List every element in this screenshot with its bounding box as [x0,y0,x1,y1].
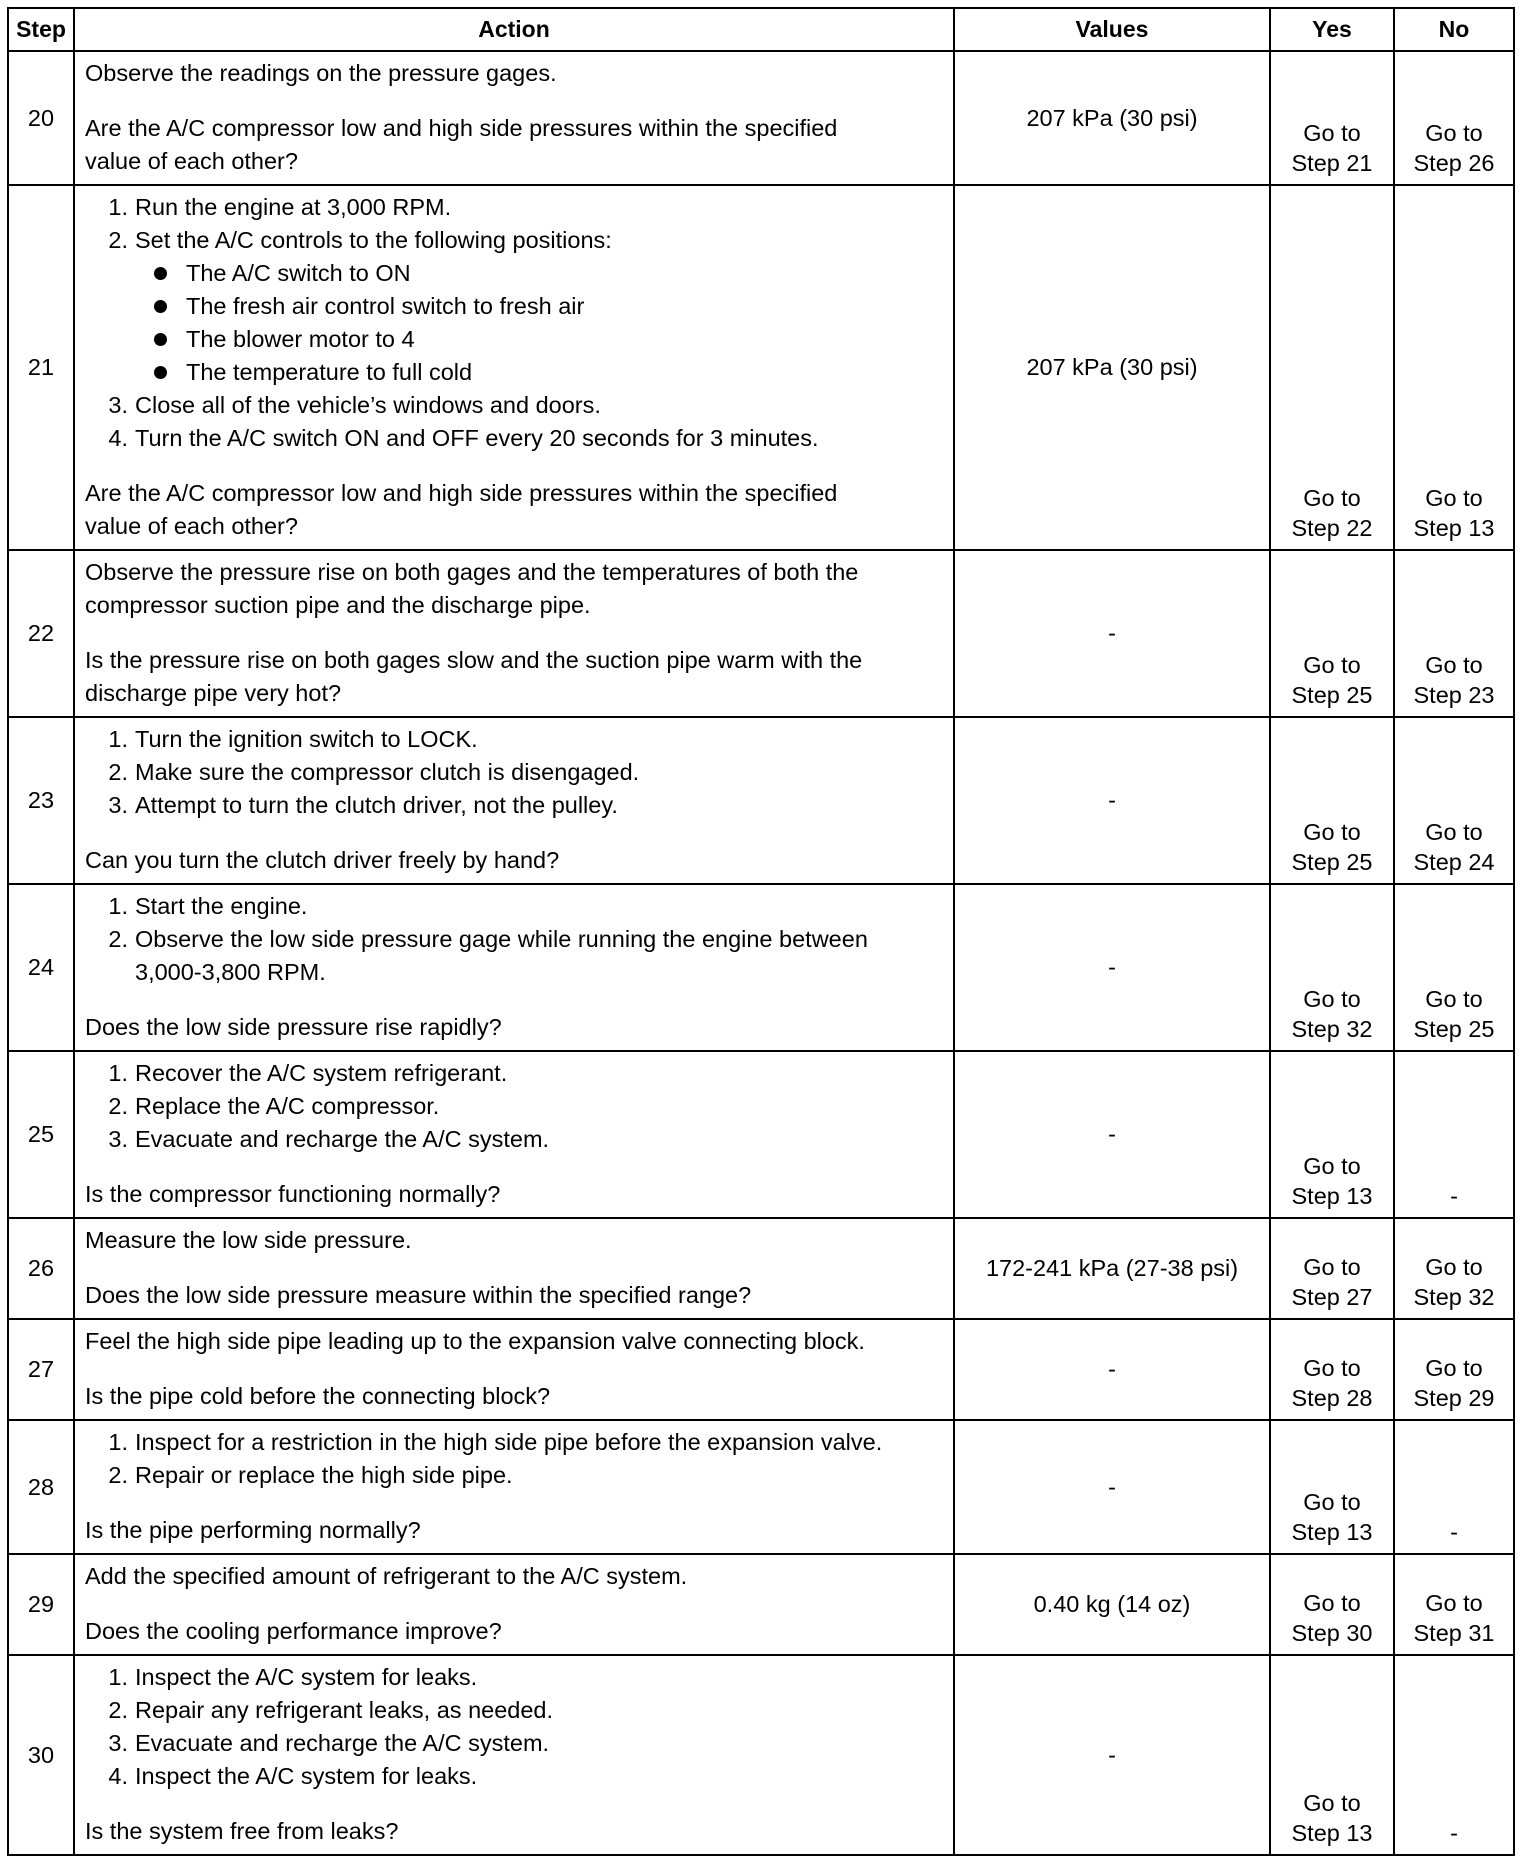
table-row [8,717,1514,884]
specified-value: - [954,1420,1270,1554]
specified-value: - [954,1051,1270,1218]
procedure-step-text: Recover the A/C system refrigerant. [135,1060,508,1086]
diagnostic-table-page [7,7,1513,1856]
step-number: 29 [8,1554,74,1655]
procedure-step-number: 2. [108,1697,128,1723]
procedure-step-text: Evacuate and recharge the A/C system. [135,1126,550,1152]
yes-next-step: Go to [1303,819,1361,845]
specified-value: 0.40 kg (14 oz) [954,1554,1270,1655]
procedure-list [85,1661,945,1793]
bullet-item: The blower motor to 4 [186,323,945,356]
spacer [85,1156,945,1178]
yes-cell [1270,185,1394,550]
step-number: 27 [8,1319,74,1420]
spacer [85,1492,945,1514]
step-number: 20 [8,51,74,185]
no-next-step: Go to [1425,652,1483,678]
procedure-step-text: Inspect the A/C system for leaks. [135,1763,478,1789]
procedure-step-number: 4. [108,1763,128,1789]
procedure-step [108,1727,945,1760]
no-next-step: - [1450,1820,1458,1846]
yes-cell [1270,717,1394,884]
action-instruction: Feel the high side pipe leading up to the expansion valve connecting block. [85,1328,865,1354]
action-instruction: Add the specified amount of refrigerant to the A/C system. [85,1563,688,1589]
table-row [8,1319,1514,1420]
procedure-step-number: 1. [108,726,128,752]
procedure-step-number: 2. [108,227,128,253]
procedure-step [108,1760,945,1793]
action-question: Is the compressor functioning normally? [85,1181,501,1207]
no-next-step: Go to [1425,1355,1483,1381]
spacer [85,1358,945,1380]
procedure-step-text: Turn the ignition switch to LOCK. [135,726,478,752]
procedure-step-number: 2. [108,926,128,952]
bullet-item: The fresh air control switch to fresh air [186,290,945,323]
procedure-step-number: 1. [108,194,128,220]
yes-cell [1270,1655,1394,1855]
action-question: Are the A/C compressor low and high side pressures within the specified [85,115,838,141]
yes-cell [1270,1420,1394,1554]
procedure-step-number: 1. [108,1429,128,1455]
procedure-step-text: Attempt to turn the clutch driver, not the pulley. [135,792,618,818]
action-instruction: Observe the pressure rise on both gages and the temperatures of both the [85,559,859,585]
procedure-list [85,890,945,989]
procedure-step-number: 2. [108,1093,128,1119]
header-yes: Yes [1270,8,1394,51]
procedure-step-number: 2. [108,759,128,785]
specified-value: - [954,717,1270,884]
specified-value: 207 kPa (30 psi) [954,51,1270,185]
procedure-step [108,1123,945,1156]
yes-next-step: Go to [1303,120,1361,146]
procedure-step [108,723,945,756]
table-row [8,550,1514,717]
action-cell [74,1554,954,1655]
specified-value: 207 kPa (30 psi) [954,185,1270,550]
procedure-step [108,1426,945,1459]
step-number: 28 [8,1420,74,1554]
table-row [8,1420,1514,1554]
procedure-step-text: Evacuate and recharge the A/C system. [135,1730,550,1756]
action-question: value of each other? [85,513,298,539]
action-instruction: Observe the readings on the pressure gages. [85,60,557,86]
no-next-step: Step 31 [1413,1620,1495,1646]
table-row [8,1051,1514,1218]
spacer [85,989,945,1011]
procedure-step [108,1661,945,1694]
yes-next-step: Step 21 [1291,150,1373,176]
action-question: discharge pipe very hot? [85,680,342,706]
yes-next-step: Step 22 [1291,515,1373,541]
action-question: Is the pressure rise on both gages slow and the suction pipe warm with the [85,647,863,673]
spacer [85,1257,945,1279]
diagnostic-table [7,7,1515,1856]
specified-value: - [954,1655,1270,1855]
no-next-step: Go to [1425,986,1483,1012]
bullet-list [135,257,945,389]
yes-next-step: Go to [1303,1489,1361,1515]
yes-next-step: Go to [1303,1355,1361,1381]
procedure-step [108,789,945,822]
yes-cell [1270,1554,1394,1655]
header-action: Action [74,8,954,51]
action-cell [74,550,954,717]
procedure-step [108,890,945,923]
no-next-step: Go to [1425,485,1483,511]
specified-value: 172-241 kPa (27-38 psi) [954,1218,1270,1319]
action-cell [74,185,954,550]
yes-next-step: Step 13 [1291,1183,1373,1209]
action-cell [74,1420,954,1554]
no-next-step: - [1450,1519,1458,1545]
procedure-step-number: 3. [108,1126,128,1152]
no-cell [1394,1554,1514,1655]
specified-value: - [954,550,1270,717]
yes-next-step: Go to [1303,986,1361,1012]
no-cell [1394,1051,1514,1218]
action-cell [74,51,954,185]
step-number: 30 [8,1655,74,1855]
procedure-step-text: Turn the A/C switch ON and OFF every 20 seconds for 3 minutes. [135,425,819,451]
action-question: Does the low side pressure measure within the specified range? [85,1282,752,1308]
procedure-step [108,923,945,989]
no-next-step: Step 25 [1413,1016,1495,1042]
procedure-step-text: Replace the A/C compressor. [135,1093,440,1119]
action-cell [74,884,954,1051]
no-next-step: Go to [1425,819,1483,845]
procedure-step [108,1090,945,1123]
procedure-step-text: Observe the low side pressure gage while running the engine between [135,926,868,952]
no-cell [1394,1218,1514,1319]
no-next-step: Step 23 [1413,682,1495,708]
specified-value: - [954,1319,1270,1420]
no-next-step: Step 13 [1413,515,1495,541]
procedure-step [108,756,945,789]
table-body [8,51,1514,1855]
procedure-step [108,224,945,389]
table-row [8,884,1514,1051]
specified-value: - [954,884,1270,1051]
procedure-step [108,191,945,224]
procedure-step-text: Repair or replace the high side pipe. [135,1462,513,1488]
procedure-list [85,1426,945,1492]
yes-cell [1270,1051,1394,1218]
procedure-step [108,1694,945,1727]
yes-next-step: Go to [1303,1590,1361,1616]
procedure-step-text: Start the engine. [135,893,308,919]
procedure-step [108,389,945,422]
no-next-step: Go to [1425,1254,1483,1280]
procedure-step-text: Close all of the vehicle’s windows and doors. [135,392,601,418]
procedure-step-text: Make sure the compressor clutch is disengaged. [135,759,640,785]
yes-next-step: Step 25 [1291,682,1373,708]
procedure-list [85,191,945,455]
action-question: Is the system free from leaks? [85,1818,399,1844]
yes-next-step: Go to [1303,1254,1361,1280]
spacer [85,1793,945,1815]
yes-cell [1270,884,1394,1051]
no-cell [1394,1420,1514,1554]
action-cell [74,1218,954,1319]
yes-next-step: Step 13 [1291,1519,1373,1545]
no-cell [1394,884,1514,1051]
action-question: value of each other? [85,148,298,174]
no-next-step: Step 32 [1413,1284,1495,1310]
yes-next-step: Step 13 [1291,1820,1373,1846]
procedure-step-number: 1. [108,893,128,919]
yes-next-step: Go to [1303,1153,1361,1179]
no-cell [1394,550,1514,717]
yes-next-step: Step 28 [1291,1385,1373,1411]
action-instruction: compressor suction pipe and the discharge pipe. [85,592,591,618]
spacer [85,822,945,844]
step-number: 25 [8,1051,74,1218]
header-no: No [1394,8,1514,51]
no-next-step: Step 24 [1413,849,1495,875]
action-question: Is the pipe cold before the connecting block? [85,1383,551,1409]
procedure-step-number: 1. [108,1664,128,1690]
procedure-list [85,1057,945,1156]
no-cell [1394,51,1514,185]
no-next-step: Step 29 [1413,1385,1495,1411]
no-cell [1394,185,1514,550]
step-number: 24 [8,884,74,1051]
action-cell [74,1051,954,1218]
spacer [85,1593,945,1615]
action-cell [74,717,954,884]
no-cell [1394,1319,1514,1420]
procedure-step-number: 2. [108,1462,128,1488]
procedure-list [85,723,945,822]
procedure-step [108,1459,945,1492]
table-row [8,185,1514,550]
step-number: 26 [8,1218,74,1319]
yes-cell [1270,1218,1394,1319]
yes-cell [1270,51,1394,185]
action-question: Does the cooling performance improve? [85,1618,502,1644]
procedure-step-text: Inspect for a restriction in the high side pipe before the expansion valve. [135,1429,883,1455]
table-row [8,51,1514,185]
procedure-step [108,1057,945,1090]
header-values: Values [954,8,1270,51]
no-next-step: Go to [1425,1590,1483,1616]
yes-cell [1270,1319,1394,1420]
action-question: Is the pipe performing normally? [85,1517,421,1543]
header-step: Step [8,8,74,51]
bullet-item: The temperature to full cold [186,356,945,389]
yes-next-step: Step 30 [1291,1620,1373,1646]
no-next-step: Go to [1425,120,1483,146]
step-number: 23 [8,717,74,884]
table-row [8,1655,1514,1855]
procedure-step-text: Run the engine at 3,000 RPM. [135,194,452,220]
action-question: Are the A/C compressor low and high side pressures within the specified [85,480,838,506]
bullet-item: The A/C switch to ON [186,257,945,290]
action-instruction: Measure the low side pressure. [85,1227,412,1253]
procedure-step-number: 3. [108,392,128,418]
action-cell [74,1319,954,1420]
step-number: 22 [8,550,74,717]
action-cell [74,1655,954,1855]
table-row [8,1554,1514,1655]
procedure-step-text: 3,000-3,800 RPM. [135,959,326,985]
spacer [85,622,945,644]
procedure-step-number: 3. [108,1730,128,1756]
table-row [8,1218,1514,1319]
procedure-step-number: 3. [108,792,128,818]
procedure-step-text: Set the A/C controls to the following positions: [135,227,612,253]
no-next-step: Step 26 [1413,150,1495,176]
yes-next-step: Go to [1303,485,1361,511]
no-next-step: - [1450,1183,1458,1209]
procedure-step-text: Repair any refrigerant leaks, as needed. [135,1697,554,1723]
procedure-step-number: 4. [108,425,128,451]
no-cell [1394,1655,1514,1855]
step-number: 21 [8,185,74,550]
header-row [8,8,1514,51]
yes-next-step: Go to [1303,652,1361,678]
procedure-step-number: 1. [108,1060,128,1086]
spacer [85,455,945,477]
yes-next-step: Step 32 [1291,1016,1373,1042]
action-question: Can you turn the clutch driver freely by hand? [85,847,560,873]
yes-next-step: Go to [1303,1790,1361,1816]
yes-next-step: Step 25 [1291,849,1373,875]
yes-cell [1270,550,1394,717]
procedure-step [108,422,945,455]
procedure-step-text: Inspect the A/C system for leaks. [135,1664,478,1690]
yes-next-step: Step 27 [1291,1284,1373,1310]
no-cell [1394,717,1514,884]
action-question: Does the low side pressure rise rapidly? [85,1014,502,1040]
spacer [85,90,945,112]
